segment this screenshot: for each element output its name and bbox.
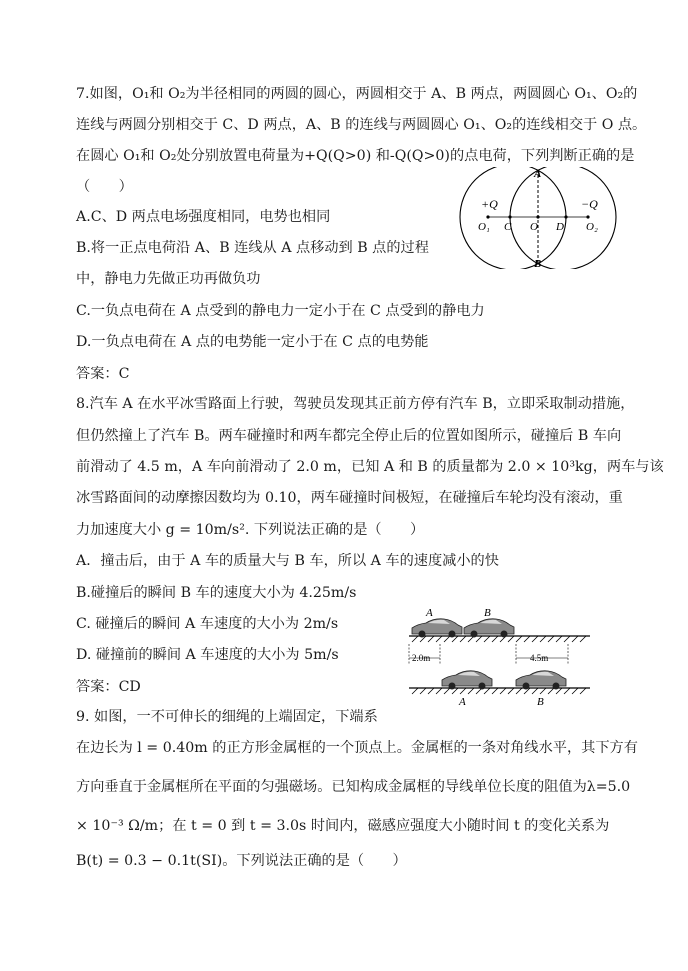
label-dist-b: 4.5m <box>530 653 549 663</box>
q8-cars-figure <box>404 606 594 706</box>
q8-line-5: 力加速度大小 g = 10m/s². 下列说法正确的是（ ） <box>76 522 425 538</box>
q8-option-a: A．撞击后，由于 A 车的质量大与 B 车，所以 A 车的速度减小的快 <box>76 553 499 569</box>
label-plus-q: +Q <box>481 197 498 211</box>
d-point <box>564 215 567 218</box>
q8-line-2: 但仍然撞上了汽车 B。两车碰撞时和两车都完全停止后的位置如图所示，碰撞后 B 车向 <box>76 428 622 444</box>
circle-o2 <box>510 167 616 269</box>
label-b: B <box>534 258 542 269</box>
q8-line-3: 前滑动了 4.5 m，A 车向前滑动了 2.0 m，已知 A 和 B 的质量都为 2.0 × 10³kg，两车与该 <box>76 459 664 475</box>
label-c: C <box>504 221 512 233</box>
q7-option-d: D.一负点电荷在 A 点的电势能一定小于在 C 点的电势能 <box>76 334 429 350</box>
label-o: O <box>530 221 538 233</box>
q9-line-1: 9. 如图，一不可伸长的细绳的上端固定，下端系 <box>76 709 378 725</box>
label-car-a-bottom: A <box>459 696 466 706</box>
label-d: D <box>556 221 564 233</box>
label-o2: O₂ <box>586 221 598 233</box>
q8-answer: 答案：CD <box>76 679 141 695</box>
o1-point <box>486 215 489 218</box>
q7-answer: 答案：C <box>76 366 130 382</box>
q7-option-a: A.C、D 两点电场强度相同，电势也相同 <box>76 209 331 225</box>
q7-circles-figure <box>448 167 628 269</box>
q9-line-3: 方向垂直于金属框所在平面的匀强磁场。已知构成金属框的导线单位长度的阻值为λ=5.0 <box>76 779 631 795</box>
o2-point <box>586 215 589 218</box>
q8-option-d: D. 碰撞前的瞬间 A 车速度的大小为 5m/s <box>76 647 339 663</box>
circle-o1 <box>460 167 566 269</box>
label-car-a-top: A <box>426 607 433 619</box>
label-car-b-top: B <box>484 607 491 619</box>
q9-line-2: 在边长为 l = 0.40m 的正方形金属框的一个顶点上。金属框的一条对角线水平，其下方有 <box>76 740 638 756</box>
q7-option-c: C.一负点电荷在 A 点受到的静电力一定小于在 C 点受到的静电力 <box>76 303 485 319</box>
q8-line-4: 冰雪路面间的动摩擦因数均为 0.10，两车碰撞时间极短，在碰撞后车轮均没有滚动，重 <box>76 490 623 506</box>
q9-line-5: B(t) = 0.3 − 0.1t(SI)。下列说法正确的是（ ） <box>76 853 407 869</box>
label-o1: O₁ <box>478 221 490 233</box>
car-b-top <box>464 619 514 638</box>
q7-line-2: 连线与两圆分别相交于 C、D 两点，A、B 的连线与两圆圆心 O₁、O₂的连线相交于 O 点。 <box>76 117 647 133</box>
q7-line-4: （ ） <box>76 179 133 195</box>
q9-line-4: × 10⁻³ Ω/m；在 t = 0 到 t = 3.0s 时间内，磁感应强度大小随时间 t 的变化关系为 <box>76 818 610 834</box>
car-a-top <box>412 619 462 638</box>
car-a-bottom <box>442 671 492 690</box>
car-b-bottom <box>516 671 566 690</box>
o-point <box>536 215 539 218</box>
road-bottom-hatch <box>412 688 586 694</box>
q8-line-1: 8.汽车 A 在水平冰雪路面上行驶，驾驶员发现其正前方停有汽车 B，立即采取制动措施， <box>76 396 635 412</box>
label-dist-a: 2.0m <box>412 653 431 663</box>
q7-option-b-cont: 中，静电力先做正功再做负功 <box>76 271 261 287</box>
label-a: A <box>534 168 542 180</box>
c-point <box>508 215 511 218</box>
label-car-b-bottom: B <box>537 696 544 706</box>
q8-option-c: C. 碰撞后的瞬间 A 车速度的大小为 2m/s <box>76 616 339 632</box>
q7-line-1: 7.如图，O₁和 O₂为半径相同的两圆的圆心，两圆相交于 A、B 两点，两圆圆心 O₁、O₂的 <box>76 86 638 102</box>
q8-option-b: B.碰撞后的瞬间 B 车的速度大小为 4.25m/s <box>76 585 357 601</box>
q7-line-3: 在圆心 O₁和 O₂处分别放置电荷量为+Q(Q>0) 和-Q(Q>0)的点电荷，下列判断正确的是 <box>76 148 635 164</box>
q7-option-b: B.将一正点电荷沿 A、B 连线从 A 点移动到 B 点的过程 <box>76 240 429 256</box>
label-minus-q: −Q <box>581 197 598 211</box>
road-top-hatch <box>412 636 586 642</box>
